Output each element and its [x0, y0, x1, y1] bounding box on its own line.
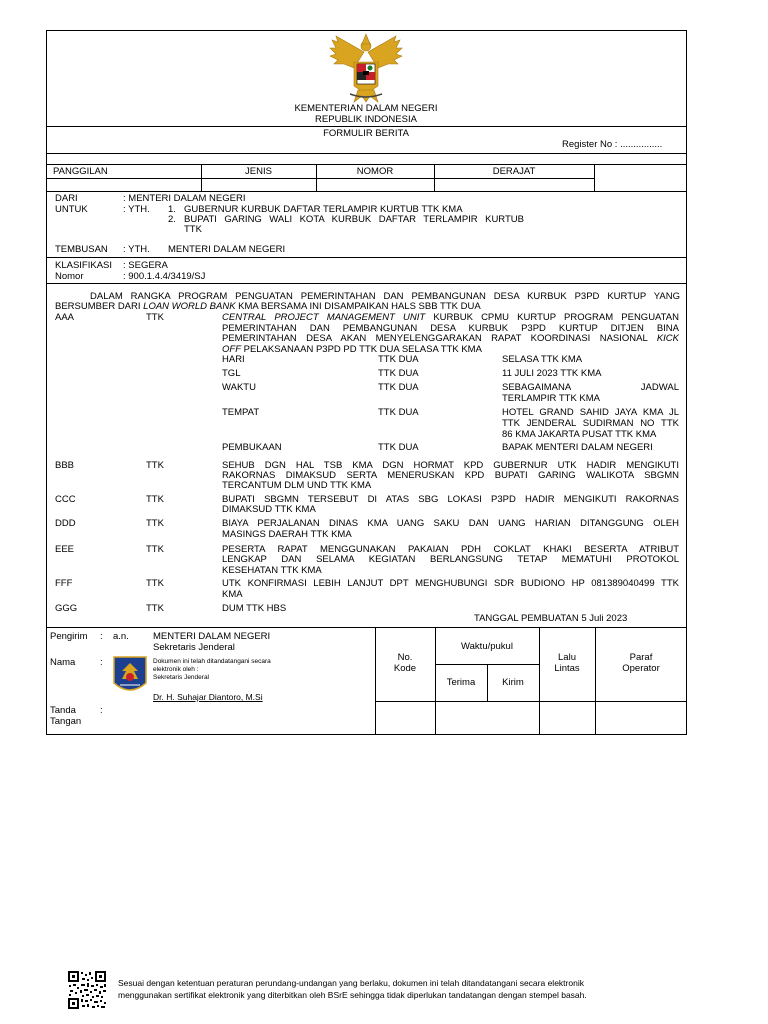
kemendagri-logo [112, 655, 148, 698]
terima-label: Terima [446, 677, 476, 688]
item-line: BUPATI SBGMN TERSEBUT DI ATAS SBG LOKASI P3PD HADIR MENGIKUTI RAKORNAS [222, 494, 679, 505]
item-line: UTK KONFIRMASI LEBIH LANJUT DPT MENGHUBUNGI SDR BUDIONO HP 081389040499 TTK [222, 578, 679, 589]
lalu-lintas-label: Lalu [558, 652, 576, 663]
dari-label: DARI [55, 193, 78, 204]
divider [46, 283, 687, 284]
pengirim-label: Pengirim [50, 631, 88, 642]
table-hline [375, 701, 687, 702]
item-code-eee: EEE [55, 544, 75, 555]
table-hline [435, 664, 539, 665]
detail-label: PEMBUKAAN [222, 442, 282, 453]
detail-value: SELASA TTK KMA [502, 354, 583, 365]
no-kode-label: No. [397, 652, 413, 663]
col-panggilan: PANGGILAN [53, 166, 108, 177]
nomor-value: : 900.1.4.4/3419/SJ [123, 271, 206, 282]
item-code-ggg: GGG [55, 603, 78, 614]
tembusan-value: MENTERI DALAM NEGERI [168, 244, 286, 255]
table-vline [595, 627, 596, 735]
detail-label: WAKTU [222, 382, 256, 393]
klasifikasi-label: KLASIFIKASI [55, 260, 113, 271]
item-line: TERCANTUM DLM UND TTK KMA [222, 480, 372, 491]
item-code-bbb: BBB [55, 460, 75, 471]
register-number: Register No : ................ [562, 139, 663, 150]
esign-note-1: Dokumen ini telah ditandatangani secara [153, 658, 271, 665]
waktu-pukul-label: Waktu/pukul [461, 641, 513, 652]
table-vline [539, 627, 540, 735]
col-jenis: JENIS [245, 166, 272, 177]
detail-label: TGL [222, 368, 241, 379]
item-line: PESERTA RAPAT MENGGUNAKAN PAKAIAN PDH COKLAT KHAKI BESERTA ATRIBUT [222, 544, 679, 555]
detail-value: 86 KMA JAKARTA PUSAT TTK KMA [502, 429, 657, 440]
paraf-operator-label: Operator [622, 663, 660, 674]
detail-sep: TTK DUA [378, 407, 419, 418]
tembusan-label: TEMBUSAN [55, 244, 108, 255]
untuk-2a: BUPATI GARING WALI KOTA KURBUK DAFTAR TERLAMPIR KURTUB [184, 214, 524, 225]
tanda-label: Tanda [50, 705, 76, 716]
untuk-prefix: : YTH. [123, 204, 150, 215]
divider [46, 153, 687, 154]
detail-sep: TTK DUA [378, 442, 419, 453]
detail-value: TERLAMPIR TTK KMA [502, 393, 601, 404]
aaa-line-3: PEMERINTAHAN DESA AKAN MENYELENGGARAKAN RAPAT KOORDINASI NASIONAL KICK [222, 333, 679, 344]
item-line: DUM TTK HBS [222, 603, 287, 614]
detail-value: TTK JENDERAL SUDIRMAN NO TTK [502, 418, 679, 429]
table-hline [46, 178, 594, 179]
detail-label: HARI [222, 354, 245, 365]
creation-date: TANGGAL PEMBUATAN 5 Juli 2023 [474, 613, 628, 624]
detail-value: HOTEL GRAND SAHID JAYA KMA JL [502, 407, 679, 418]
colon: : [100, 631, 103, 642]
detail-sep: TTK DUA [378, 354, 419, 365]
item-code-fff: FFF [55, 578, 73, 589]
aaa-line-1: CENTRAL PROJECT MANAGEMENT UNIT KURBUK CPMU KURTUP PROGRAM PENGUATAN [222, 312, 679, 323]
aaa-line-2: PEMERINTAHAN DAN PEMBANGUNAN DESA KURBUK P3PD KURTUP DITJEN BINA [222, 323, 679, 334]
item-code-aaa: AAA [55, 312, 75, 323]
item-line: SEHUB DGN HAL TSB KMA DGN HORMAT KPD GUBERNUR UTK HADIR MENGIKUTI [222, 460, 679, 471]
detail-label: TEMPAT [222, 407, 260, 418]
untuk-1-num: 1. [168, 204, 176, 215]
untuk-2-num: 2. [168, 214, 176, 225]
item-line: KMA [222, 589, 243, 600]
item-ttk: TTK [146, 603, 164, 614]
esign-note-3: Sekretaris Jenderal [153, 674, 209, 681]
tangan-label: Tangan [50, 716, 82, 727]
untuk-1: GUBERNUR KURBUK DAFTAR TERLAMPIR KURTUB TTK KMA [184, 204, 463, 215]
item-ttk: TTK [146, 518, 164, 529]
col-derajat: DERAJAT [492, 166, 536, 177]
colon: : [100, 705, 103, 716]
item-line: RAKORNAS DIMAKSUD SERTA MENERUSKAN KPD BUPATI GARING WALIKOTA SBGMN [222, 470, 679, 481]
paraf-operator-label: Paraf [629, 652, 653, 663]
item-code-ddd: DDD [55, 518, 76, 529]
no-kode-label: Kode [393, 663, 417, 674]
item-line: BIAYA PERJALANAN DINAS KMA UANG SAKU DAN UANG HARIAN DITANGGUNG OLEH [222, 518, 679, 529]
colon: : [100, 657, 103, 668]
item-line: MASINGS DAERAH TTK KMA [222, 529, 352, 540]
table-vline [594, 164, 595, 191]
detail-value: 11 JULI 2023 TTK KMA [502, 368, 602, 379]
dari-value: : MENTERI DALAM NEGERI [123, 193, 246, 204]
lalu-lintas-label: Lintas [554, 663, 580, 674]
intro-line-2: BERSUMBER DARI LOAN WORLD BANK KMA BERSAMA INI DISAMPAIKAN HALS SBB TTK DUA [55, 301, 481, 312]
bottom-note-2: menggunakan sertifikat elektronik yang diterbitkan oleh BSrE sehingga tidak diperlukan tandatangan dengan stempel basah. [118, 990, 587, 1000]
item-ttk: TTK [146, 578, 164, 589]
item-ttk: TTK [146, 494, 164, 505]
intro-line-1: DALAM RANGKA PROGRAM PENGUATAN PEMERINTAHAN DAN PEMBANGUNAN DESA KURBUK P3PD KURTUP YANG [90, 291, 680, 302]
qr-code [67, 970, 107, 1010]
divider [46, 257, 687, 258]
item-line: DIMAKSUD TTK KMA [222, 504, 316, 515]
sender-name: MENTERI DALAM NEGERI [153, 631, 271, 642]
an-label: a.n. [113, 631, 129, 642]
item-ttk: TTK [146, 460, 164, 471]
klasifikasi-value: : SEGERA [123, 260, 168, 271]
esign-note-2: elektronik oleh : [153, 666, 199, 673]
detail-value: BAPAK MENTERI DALAM NEGERI [502, 442, 653, 453]
ministry-title: KEMENTERIAN DALAM NEGERI [294, 103, 438, 114]
sender-sub: Sekretaris Jenderal [153, 642, 235, 653]
item-line: KESEHATAN TTK KMA [222, 565, 322, 576]
nama-label: Nama [50, 657, 76, 668]
divider [46, 126, 687, 127]
signer-name: Dr. H. Suhajar Diantoro, M.Si [153, 692, 263, 702]
col-nomor: NOMOR [356, 166, 394, 177]
item-line: LENGKAP DAN SELAMA KEGIATAN BERLANGSUNG TETAP MEMATUHI PROTOKOL [222, 554, 679, 565]
untuk-label: UNTUK [55, 204, 88, 215]
tembusan-prefix: : YTH. [123, 244, 150, 255]
detail-sep: TTK DUA [378, 382, 419, 393]
untuk-2b: TTK [184, 224, 202, 235]
table-vline [375, 627, 376, 735]
form-title: FORMULIR BERITA [323, 128, 409, 139]
kirim-label: Kirim [502, 677, 524, 688]
divider [46, 164, 687, 165]
detail-value: SEBAGAIMANA JADWAL [502, 382, 679, 393]
republic-title: REPUBLIK INDONESIA [315, 114, 417, 125]
item-ttk: TTK [146, 544, 164, 555]
nomor-label: Nomor [55, 271, 84, 282]
aaa-line-4: OFF PELAKSANAAN P3PD PD TTK DUA SELASA TTK KMA [222, 344, 482, 355]
table-hline [46, 191, 687, 192]
divider [46, 627, 687, 628]
bottom-note-1: Sesuai dengan ketentuan peraturan perundang-undangan yang berlaku, dokumen ini telah ditandatangani secara elektronik [118, 978, 584, 988]
item-ttk-aaa: TTK [146, 312, 164, 323]
detail-sep: TTK DUA [378, 368, 419, 379]
item-code-ccc: CCC [55, 494, 76, 505]
